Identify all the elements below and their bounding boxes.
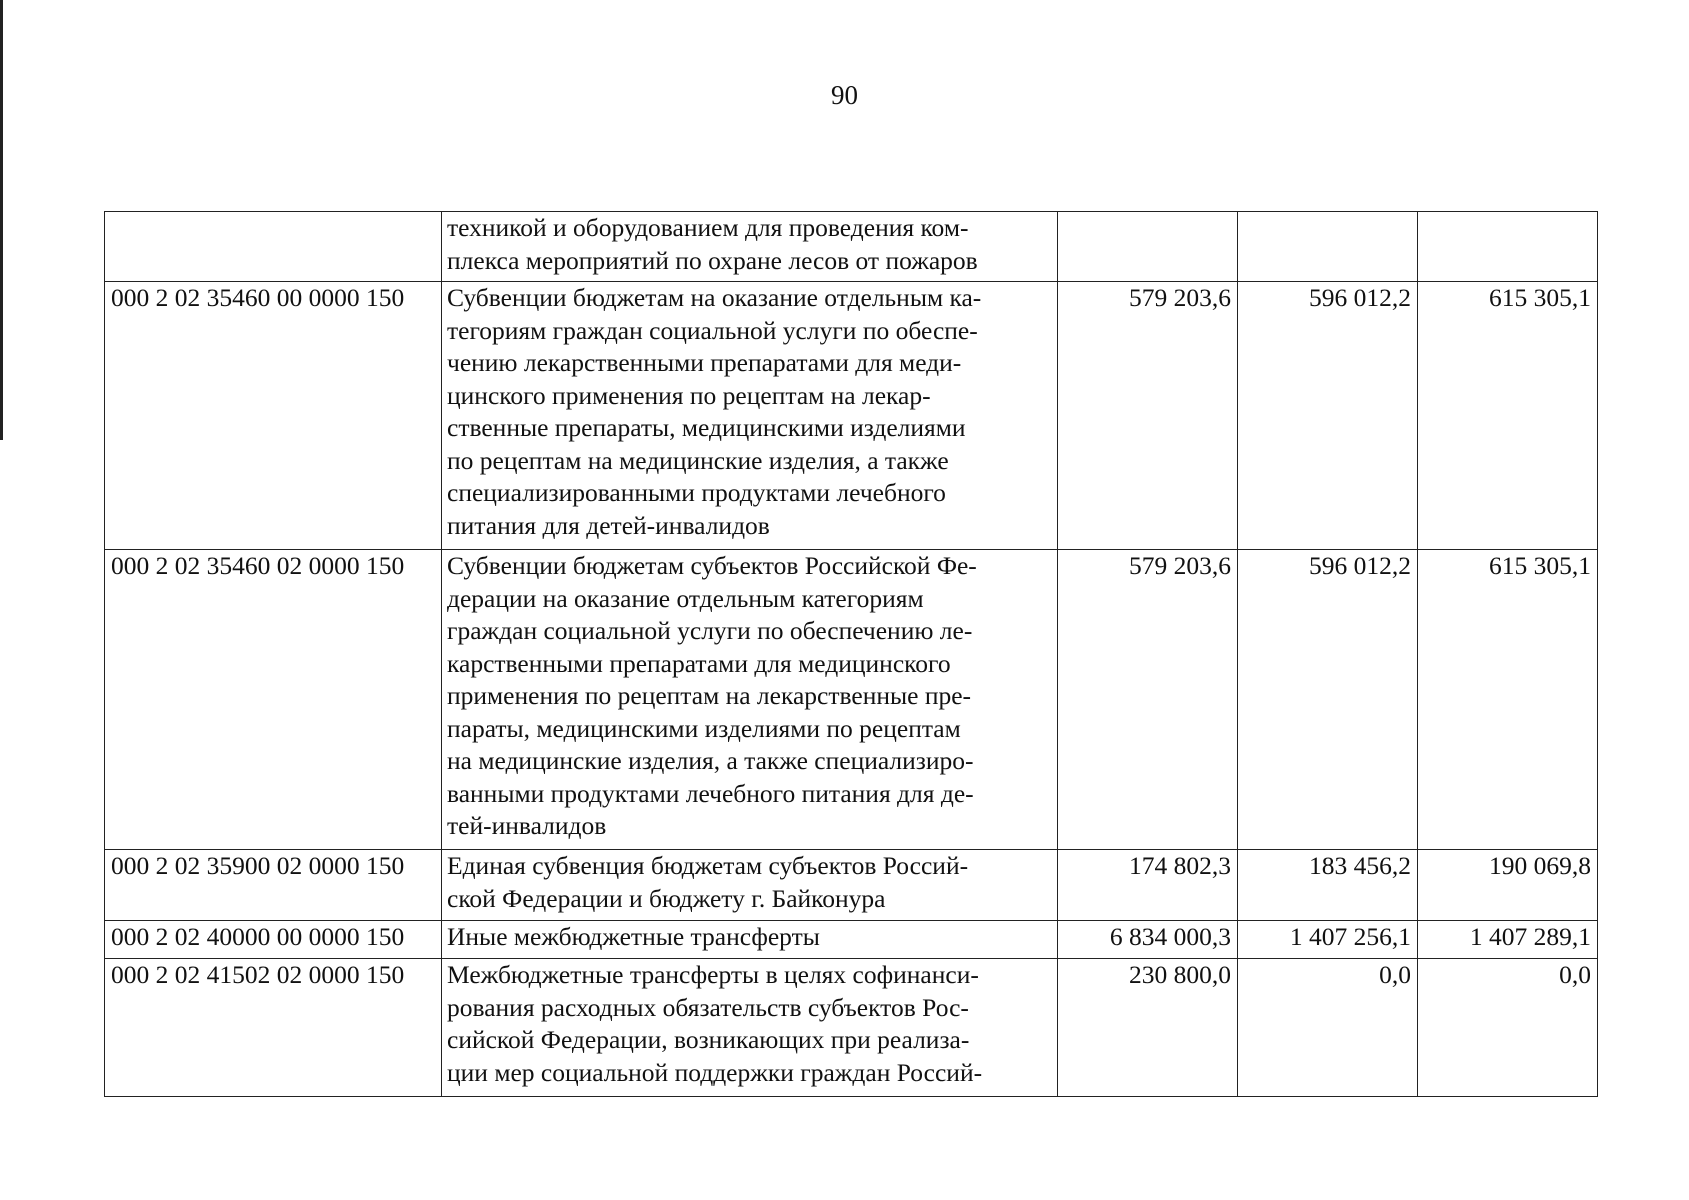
description-line: рования расходных обязательств субъектов Рос- (447, 992, 969, 1022)
description-line: Иные межбюджетные трансферты (447, 922, 820, 951)
value-year-3: 190 069,8 (1418, 850, 1598, 921)
description-line: тегориям граждан социальной услуги по обеспе- (447, 315, 978, 345)
description-line: чению лекарственными препаратами для меди- (447, 348, 962, 377)
description-line: Межбюджетные трансферты в целях софинанси- (447, 960, 979, 989)
budget-code-cell: 000 2 02 40000 00 0000 150 (105, 921, 442, 959)
description-line: по рецептам на медицинские изделия, а также (447, 445, 949, 475)
description-line: применения по рецептам на лекарственные пре- (447, 681, 972, 710)
value-year-2: 596 012,2 (1238, 282, 1418, 550)
description-line: параты, медицинскими изделиями по рецептам (447, 713, 961, 743)
value-year-2 (1238, 212, 1418, 282)
value-year-2: 183 456,2 (1238, 850, 1418, 921)
description-line: ванными продуктами лечебного питания для де- (447, 778, 974, 808)
value-year-2: 1 407 256,1 (1238, 921, 1418, 959)
description-line: ской Федерации и бюджету г. Байконура (447, 883, 886, 913)
description-line: питания для детей-инвалидов (447, 510, 770, 540)
table-row (105, 550, 1598, 850)
table-row (105, 282, 1598, 550)
budget-code-cell: 000 2 02 35460 02 0000 150 (105, 550, 442, 850)
value-year-3: 615 305,1 (1418, 550, 1598, 850)
description-line: карственными препаратами для медицинского (447, 648, 951, 678)
description-line: цинского применения по рецептам на лекар- (447, 380, 931, 410)
budget-code-cell (105, 212, 442, 282)
page-number: 90 (831, 80, 858, 110)
value-year-2: 596 012,2 (1238, 550, 1418, 850)
budget-code-cell: 000 2 02 41502 02 0000 150 (105, 959, 442, 1097)
budget-code-cell: 000 2 02 35460 00 0000 150 (105, 282, 442, 550)
description-line: Единая субвенция бюджетам субъектов Россий- (447, 851, 969, 880)
value-year-3: 615 305,1 (1418, 282, 1598, 550)
description-cell (442, 959, 1058, 1097)
value-year-2: 0,0 (1238, 959, 1418, 1097)
value-year-1: 6 834 000,3 (1058, 921, 1238, 959)
description-cell (442, 212, 1058, 282)
value-year-3: 1 407 289,1 (1418, 921, 1598, 959)
description-cell (442, 550, 1058, 850)
description-line: граждан социальной услуги по обеспечению ле- (447, 616, 973, 645)
table-row (105, 850, 1598, 921)
value-year-3 (1418, 212, 1598, 282)
description-cell (442, 921, 1058, 959)
value-year-1: 579 203,6 (1058, 282, 1238, 550)
description-line: техникой и оборудованием для проведения ком- (447, 213, 969, 242)
description-line: плекса мероприятий по охране лесов от пожаров (447, 245, 978, 275)
value-year-1: 230 800,0 (1058, 959, 1238, 1097)
table-row (105, 921, 1598, 959)
description-cell (442, 282, 1058, 550)
description-line: на медицинские изделия, а также специализиро- (447, 746, 974, 775)
description-line: тей-инвалидов (447, 811, 607, 840)
budget-table (104, 211, 1598, 1097)
budget-code-cell: 000 2 02 35900 02 0000 150 (105, 850, 442, 921)
description-line: Субвенции бюджетам субъектов Российской Фе- (447, 551, 977, 580)
value-year-1: 174 802,3 (1058, 850, 1238, 921)
description-line: ции мер социальной поддержки граждан Россий- (447, 1057, 983, 1087)
description-line: специализированными продуктами лечебного (447, 478, 946, 507)
description-cell (442, 850, 1058, 921)
scan-edge-line (0, 0, 3, 440)
description-line: сийской Федерации, возникающих при реализа- (447, 1025, 970, 1054)
value-year-1 (1058, 212, 1238, 282)
description-line: Субвенции бюджетам на оказание отдельным ка- (447, 283, 982, 312)
table-row (105, 212, 1598, 282)
value-year-3: 0,0 (1418, 959, 1598, 1097)
description-line: дерации на оказание отдельным категориям (447, 583, 924, 613)
description-line: ственные препараты, медицинскими изделиями (447, 413, 966, 442)
value-year-1: 579 203,6 (1058, 550, 1238, 850)
table-row (105, 959, 1598, 1097)
